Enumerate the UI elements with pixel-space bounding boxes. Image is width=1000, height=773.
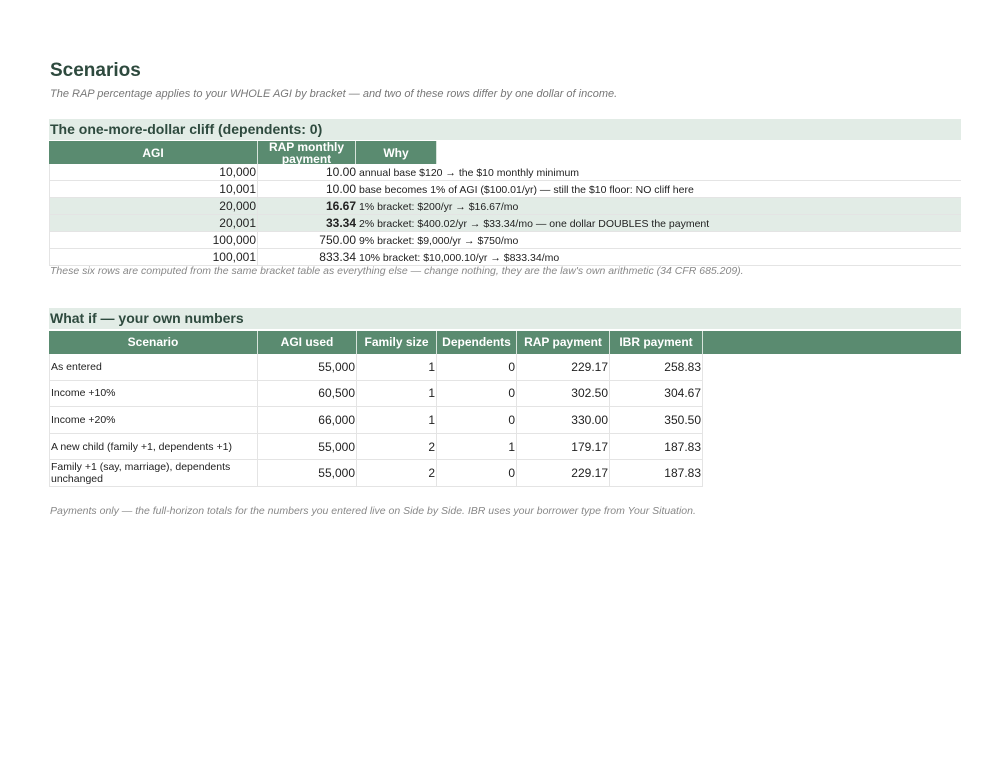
whatif-cell-ibr: 304.67: [610, 381, 703, 407]
table-row: [49, 232, 961, 249]
cliff-footnote: These six rows are computed from the same bracket table as everything else — change nothing, they are the law's own arithmetic (34 CFR 685.209).: [50, 265, 744, 277]
cliff-cell-why: base becomes 1% of AGI ($100.01/yr) — still the $10 floor: NO cliff here: [359, 184, 694, 196]
whatif-col-agi: AGI used: [258, 331, 357, 354]
cliff-table-body: [49, 164, 961, 266]
whatif-col-family-size: Family size: [357, 331, 437, 354]
whatif-col-rap: RAP payment: [517, 331, 610, 354]
whatif-cell-dependents: 0: [437, 407, 517, 433]
cliff-cell-agi: 100,000: [49, 232, 258, 248]
whatif-table-body: [49, 354, 703, 487]
table-row: [49, 181, 961, 198]
table-row: [49, 215, 961, 232]
whatif-cell-agi: 55,000: [258, 434, 357, 460]
whatif-cell-rap: 229.17: [517, 354, 610, 380]
table-row: [49, 164, 961, 181]
whatif-cell-rap: 229.17: [517, 460, 610, 486]
cliff-col-rap: RAP monthly payment: [258, 141, 356, 164]
cliff-table-header: [49, 141, 437, 164]
cliff-cell-agi: 20,001: [49, 215, 258, 231]
whatif-cell-family-size: 2: [357, 460, 437, 486]
whatif-cell-rap: 179.17: [517, 434, 610, 460]
whatif-col-scenario: Scenario: [49, 331, 258, 354]
whatif-cell-ibr: 187.83: [610, 434, 703, 460]
cliff-cell-agi: 100,001: [49, 249, 258, 265]
whatif-cell-scenario: Income +20%: [49, 407, 258, 433]
cliff-cell-rap: 750.00: [319, 233, 356, 247]
whatif-cell-scenario: Income +10%: [49, 381, 258, 407]
cliff-cell-rap: 33.34: [325, 216, 356, 230]
whatif-cell-ibr: 187.83: [610, 460, 703, 486]
whatif-cell-rap: 330.00: [517, 407, 610, 433]
cliff-cell-why: 9% bracket: $9,000/yr → $750/mo: [359, 235, 519, 247]
cliff-cell-agi: 20,000: [49, 198, 258, 214]
whatif-cell-agi: 55,000: [258, 460, 357, 486]
cliff-cell-agi: 10,001: [49, 181, 258, 197]
cliff-cell-agi: 10,000: [49, 164, 258, 180]
cliff-section-heading: The one-more-dollar cliff (dependents: 0): [49, 119, 961, 140]
whatif-cell-ibr: 350.50: [610, 407, 703, 433]
cliff-cell-rap: 16.67: [325, 199, 356, 213]
whatif-table-header: [49, 331, 961, 354]
cliff-cell-why: 10% bracket: $10,000.10/yr → $833.34/mo: [359, 252, 560, 264]
cliff-cell-rap: 10.00: [325, 165, 356, 179]
cliff-cell-rap: 10.00: [325, 182, 356, 196]
cliff-cell-why: annual base $120 → the $10 monthly minimum: [359, 167, 580, 179]
whatif-cell-dependents: 0: [437, 381, 517, 407]
whatif-cell-scenario: As entered: [49, 354, 258, 380]
whatif-cell-family-size: 1: [357, 407, 437, 433]
whatif-cell-dependents: 0: [437, 354, 517, 380]
cliff-cell-why: 2% bracket: $400.02/yr → $33.34/mo — one dollar DOUBLES the payment: [359, 218, 710, 230]
whatif-cell-family-size: 2: [357, 434, 437, 460]
whatif-cell-agi: 66,000: [258, 407, 357, 433]
whatif-cell-rap: 302.50: [517, 381, 610, 407]
table-row: [49, 381, 703, 408]
whatif-cell-scenario: A new child (family +1, dependents +1): [49, 434, 258, 460]
whatif-cell-dependents: 0: [437, 460, 517, 486]
table-row: [49, 354, 703, 381]
table-row: [49, 198, 961, 215]
whatif-col-ibr: IBR payment: [610, 331, 703, 354]
whatif-cell-dependents: 1: [437, 434, 517, 460]
whatif-cell-ibr: 258.83: [610, 354, 703, 380]
whatif-cell-family-size: 1: [357, 354, 437, 380]
cliff-col-why: Why: [356, 141, 437, 164]
table-row: [49, 249, 961, 266]
whatif-cell-agi: 60,500: [258, 381, 357, 407]
page-subtitle: The RAP percentage applies to your WHOLE AGI by bracket — and two of these rows differ by one dollar of income.: [50, 88, 618, 100]
cliff-cell-why: 1% bracket: $200/yr → $16.67/mo: [359, 201, 519, 213]
whatif-col-dependents: Dependents: [437, 331, 517, 354]
table-row: [49, 434, 703, 461]
whatif-cell-family-size: 1: [357, 381, 437, 407]
cliff-cell-rap: 833.34: [319, 250, 356, 264]
whatif-cell-scenario: Family +1 (say, marriage), dependents unchanged: [49, 460, 258, 486]
table-row: [49, 407, 703, 434]
whatif-section-heading: What if — your own numbers: [49, 308, 961, 329]
cliff-col-agi: AGI: [49, 141, 258, 164]
table-row: [49, 460, 703, 487]
whatif-footnote: Payments only — the full-horizon totals for the numbers you entered live on Side by Side. IBR uses your borrower type from Your Situation.: [50, 505, 696, 517]
page-title: Scenarios: [50, 60, 141, 81]
whatif-cell-agi: 55,000: [258, 354, 357, 380]
